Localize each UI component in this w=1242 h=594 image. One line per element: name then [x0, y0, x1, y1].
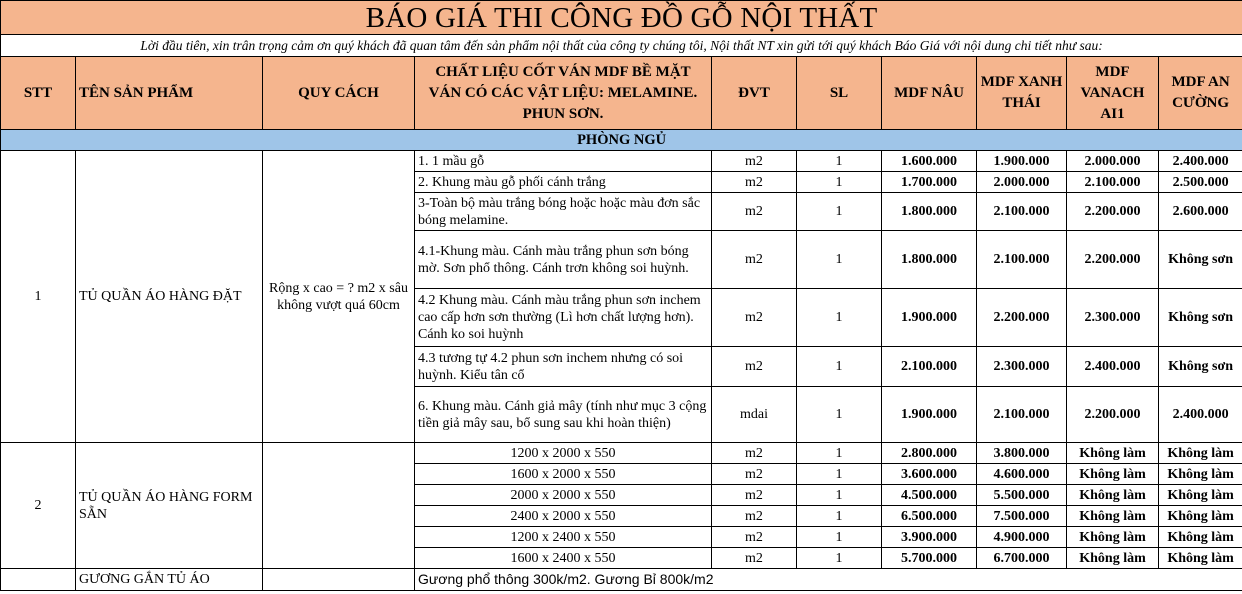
price-mdf-xanh-thai: 6.700.000: [977, 548, 1067, 569]
qty-cell: 1: [797, 231, 882, 289]
price-mdf-xanh-thai: 2.100.000: [977, 231, 1067, 289]
size-desc: 1600 x 2400 x 550: [415, 548, 712, 569]
header-stt: STT: [1, 57, 76, 130]
table-row: [1, 569, 1242, 591]
price-mdf-vanach: 2.000.000: [1067, 151, 1159, 172]
price-mdf-vanach: 2.200.000: [1067, 193, 1159, 231]
header-mdf-an-cuong: MDF AN CƯỜNG: [1159, 57, 1242, 130]
product-spec-empty: [263, 569, 415, 591]
unit-cell: m2: [712, 506, 797, 527]
product-spec-empty: [263, 443, 415, 569]
price-mdf-an-cuong: 2.400.000: [1159, 387, 1242, 443]
mirror-price-note: Gương phổ thông 300k/m2. Gương Bỉ 800k/m2: [415, 569, 1242, 591]
table-row: [1, 151, 1242, 172]
price-mdf-xanh-thai: 7.500.000: [977, 506, 1067, 527]
price-mdf-xanh-thai: 5.500.000: [977, 485, 1067, 506]
price-mdf-vanach: Không làm: [1067, 464, 1159, 485]
price-mdf-vanach: Không làm: [1067, 485, 1159, 506]
header-spec: QUY CÁCH: [263, 57, 415, 130]
price-mdf-vanach: Không làm: [1067, 527, 1159, 548]
material-desc: 4.1-Khung màu. Cánh màu trắng phun sơn bóng mờ. Sơn phổ thông. Cánh trơn không soi huỳnh.: [415, 231, 712, 289]
size-desc: 1200 x 2400 x 550: [415, 527, 712, 548]
price-mdf-vanach: Không làm: [1067, 548, 1159, 569]
price-mdf-nau: 5.700.000: [882, 548, 977, 569]
qty-cell: 1: [797, 172, 882, 193]
price-mdf-nau: 1.800.000: [882, 231, 977, 289]
stt-cell: 2: [1, 443, 76, 569]
price-mdf-nau: 2.100.000: [882, 347, 977, 387]
qty-cell: 1: [797, 485, 882, 506]
price-mdf-xanh-thai: 2.100.000: [977, 387, 1067, 443]
price-mdf-vanach: 2.200.000: [1067, 231, 1159, 289]
stt-cell: 1: [1, 151, 76, 443]
unit-cell: m2: [712, 548, 797, 569]
qty-cell: 1: [797, 443, 882, 464]
unit-cell: m2: [712, 527, 797, 548]
qty-cell: 1: [797, 387, 882, 443]
header-mdf-xanh-thai: MDF XANH THÁI: [977, 57, 1067, 130]
header-unit: ĐVT: [712, 57, 797, 130]
price-mdf-an-cuong: Không làm: [1159, 485, 1242, 506]
price-mdf-nau: 1.600.000: [882, 151, 977, 172]
header-mdf-vanach: MDF VANACH AI1: [1067, 57, 1159, 130]
price-mdf-nau: 1.900.000: [882, 289, 977, 347]
qty-cell: 1: [797, 527, 882, 548]
price-mdf-xanh-thai: 2.000.000: [977, 172, 1067, 193]
unit-cell: m2: [712, 193, 797, 231]
stt-cell-empty: [1, 569, 76, 591]
price-mdf-an-cuong: Không làm: [1159, 506, 1242, 527]
product-name: GƯƠNG GẮN TỦ ÁO: [76, 569, 263, 591]
price-mdf-nau: 4.500.000: [882, 485, 977, 506]
price-mdf-vanach: 2.100.000: [1067, 172, 1159, 193]
price-mdf-an-cuong: Không sơn: [1159, 231, 1242, 289]
unit-cell: m2: [712, 151, 797, 172]
page-title: BÁO GIÁ THI CÔNG ĐỒ GỖ NỘI THẤT: [1, 1, 1242, 35]
material-desc: 3-Toàn bộ màu trắng bóng hoặc hoặc màu đơn sắc bóng melamine.: [415, 193, 712, 231]
price-mdf-vanach: 2.400.000: [1067, 347, 1159, 387]
unit-cell: m2: [712, 464, 797, 485]
price-mdf-an-cuong: 2.500.000: [1159, 172, 1242, 193]
price-mdf-an-cuong: Không làm: [1159, 548, 1242, 569]
qty-cell: 1: [797, 151, 882, 172]
header-material: CHẤT LIỆU CỐT VÁN MDF BỀ MẶT VÁN CÓ CÁC VẬT LIỆU: MELAMINE. PHUN SƠN.: [415, 57, 712, 130]
size-desc: 1600 x 2000 x 550: [415, 464, 712, 485]
size-desc: 2000 x 2000 x 550: [415, 485, 712, 506]
price-mdf-xanh-thai: 4.900.000: [977, 527, 1067, 548]
price-mdf-vanach: 2.300.000: [1067, 289, 1159, 347]
price-mdf-an-cuong: 2.400.000: [1159, 151, 1242, 172]
material-desc: 2. Khung màu gỗ phối cánh trắng: [415, 172, 712, 193]
unit-cell: m2: [712, 347, 797, 387]
product-name: TỦ QUẦN ÁO HÀNG FORM SẴN: [76, 443, 263, 569]
price-mdf-xanh-thai: 2.300.000: [977, 347, 1067, 387]
product-name: TỦ QUẦN ÁO HÀNG ĐẶT: [76, 151, 263, 443]
material-desc: 4.2 Khung màu. Cánh màu trắng phun sơn inchem cao cấp hơn sơn thường (Lì hơn chất lượng hơn). Cánh ko soi huỳnh: [415, 289, 712, 347]
unit-cell: m2: [712, 443, 797, 464]
header-name: TÊN SẢN PHẨM: [76, 57, 263, 130]
price-mdf-an-cuong: Không làm: [1159, 443, 1242, 464]
price-mdf-xanh-thai: 4.600.000: [977, 464, 1067, 485]
unit-cell: m2: [712, 289, 797, 347]
price-mdf-vanach: 2.200.000: [1067, 387, 1159, 443]
qty-cell: 1: [797, 464, 882, 485]
price-mdf-vanach: Không làm: [1067, 506, 1159, 527]
price-mdf-an-cuong: Không sơn: [1159, 289, 1242, 347]
header-mdf-nau: MDF NÂU: [882, 57, 977, 130]
price-mdf-an-cuong: Không làm: [1159, 527, 1242, 548]
qty-cell: 1: [797, 193, 882, 231]
unit-cell: m2: [712, 485, 797, 506]
unit-cell: mdai: [712, 387, 797, 443]
section-row: [1, 130, 1242, 151]
price-mdf-nau: 1.700.000: [882, 172, 977, 193]
intro-text: Lời đầu tiên, xin trân trọng cảm ơn quý khách đã quan tâm đến sản phẩm nội thất của công ty chúng tôi, Nội thất NT xin gửi tới quý khách Báo Giá với nội dung chi tiết như sau:: [1, 35, 1242, 57]
price-mdf-nau: 6.500.000: [882, 506, 977, 527]
price-mdf-an-cuong: 2.600.000: [1159, 193, 1242, 231]
qty-cell: 1: [797, 347, 882, 387]
material-desc: 6. Khung màu. Cánh giả mây (tính như mục 3 cộng tiền giả mây sau, bổ sung sau khi hoàn thiện): [415, 387, 712, 443]
size-desc: 2400 x 2000 x 550: [415, 506, 712, 527]
price-mdf-nau: 1.800.000: [882, 193, 977, 231]
qty-cell: 1: [797, 548, 882, 569]
price-mdf-xanh-thai: 3.800.000: [977, 443, 1067, 464]
price-mdf-xanh-thai: 2.200.000: [977, 289, 1067, 347]
price-mdf-vanach: Không làm: [1067, 443, 1159, 464]
price-mdf-nau: 2.800.000: [882, 443, 977, 464]
price-mdf-xanh-thai: 1.900.000: [977, 151, 1067, 172]
table-row: [1, 443, 1242, 464]
price-mdf-an-cuong: Không làm: [1159, 464, 1242, 485]
unit-cell: m2: [712, 172, 797, 193]
price-mdf-nau: 3.900.000: [882, 527, 977, 548]
size-desc: 1200 x 2000 x 550: [415, 443, 712, 464]
price-mdf-an-cuong: Không sơn: [1159, 347, 1242, 387]
qty-cell: 1: [797, 506, 882, 527]
price-mdf-xanh-thai: 2.100.000: [977, 193, 1067, 231]
material-desc: 4.3 tương tự 4.2 phun sơn inchem nhưng có soi huỳnh. Kiểu tân cổ: [415, 347, 712, 387]
price-mdf-nau: 3.600.000: [882, 464, 977, 485]
header-row: [1, 57, 1242, 130]
header-qty: SL: [797, 57, 882, 130]
product-spec: Rộng x cao = ? m2 x sâu không vượt quá 60cm: [263, 151, 415, 443]
price-mdf-nau: 1.900.000: [882, 387, 977, 443]
unit-cell: m2: [712, 231, 797, 289]
section-title: PHÒNG NGỦ: [1, 130, 1242, 151]
qty-cell: 1: [797, 289, 882, 347]
material-desc: 1. 1 mầu gỗ: [415, 151, 712, 172]
